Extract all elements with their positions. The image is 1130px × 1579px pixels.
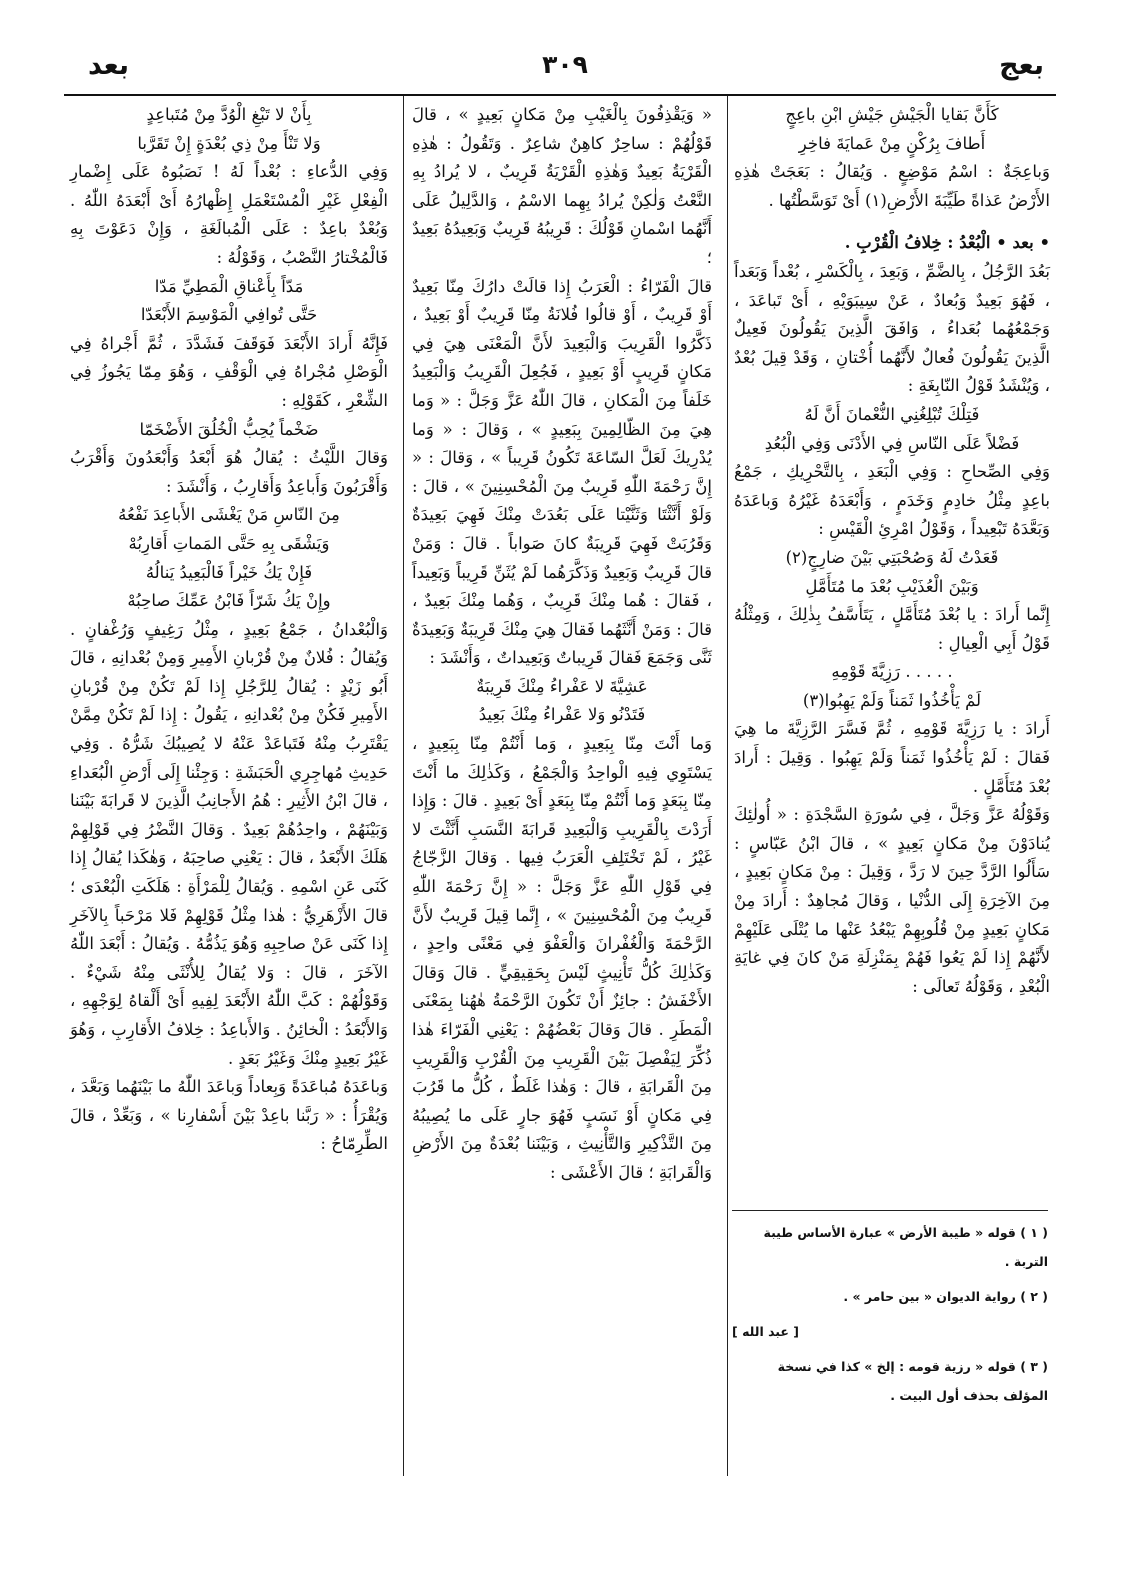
verse-line: وإِنْ يَكُ شَرّاً فَابْنُ عَمِّكَ صاحِبُهْ <box>127 591 331 611</box>
verse-line: وَلا تَنْأَ مِنْ ذِي بُعْدَةٍ إِنْ تَقَرَّبا <box>137 133 321 153</box>
verse-line: مَدّاً بِأَعْناقِ الْمَطِيِّ مَدّا <box>154 276 304 296</box>
verse-line: لَمْ يَأْخُذُوا ثَمَناً وَلَمْ يَهِبُوا(٣) <box>802 690 982 710</box>
paragraph: وَفِي الصِّحاحِ : وَفِي الْبَعَدِ ، بِالتَّحْرِيكِ ، جَمْعُ باعِدٍ مِثْلُ خادِمٍ وَخَدَمٍ ، وَأَبْعَدَهُ غَيْرُهُ وَباعَدَهُ وَبَعَّدَهُ تَبْعِيداً ، وَقَوْلُ امْرِئِ الْقَيْسِ : <box>734 462 1050 539</box>
paragraph: بَعُدَ الرَّجُلُ ، بِالضَّمِّ ، وَبَعِدَ ، بِالْكَسْرِ ، بُعْداً وَبَعَداً ، فَهُوَ بَعِيدٌ وَبُعادٌ ، عَنْ سِيبَوَيْهِ ، أَىْ تَباعَدَ ، وَجَمْعُهُما بُعَداءُ ، وَافَقَ الَّذِينَ يَقُولُونَ فَعِيلٌ الَّذِينَ يَقُولُونَ فُعالٌ لأَنَّهُما أُخْتانِ ، وَقَدْ قِيلَ بُعْدٌ ، وَيُنْشَدُ قَوْلُ النّابِغَةِ : <box>734 261 1050 396</box>
verse-line: وَيَشْقَى بِهِ حَتَّى المَماتِ أَقارِبُهْ <box>128 533 330 553</box>
header-root-word-right: بعج <box>999 50 1044 81</box>
verse-line: ضَخْماً يُحِبُّ الْخُلُقَ الأَضْخَمّا <box>139 419 319 439</box>
paragraph: وَقَوْلُهُ عَزَّ وَجَلَّ ، فِي سُورَةِ السَّجْدَةِ : « أُولٰئِكَ يُنادَوْنَ مِنْ مَكانٍ بَعِيدٍ » ، قالَ ابْنُ عَبّاسٍ : سَأَلُوا الرَّدَّ حِينَ لا رَدَّ ، وَقِيلَ : مِنْ مَكانٍ بَعِيدٍ ، مِنَ الآخِرَةِ إِلَى الدُّنْيا ، وَقالَ مُجاهِدٌ : أَرادَ مِنْ مَكانٍ بَعِيدٍ مِنْ قُلُوبِهِمْ يَبْعُدُ عَنْها ما يُتْلَى عَلَيْهِمْ لأَنَّهُمْ إِذا لَمْ يَعُوا فَهُمْ بِمَنْزِلَةِ مَنْ كانَ فِي غايَةِ الْبُعْدِ ، وَقَوْلُهُ تَعالَى : <box>734 805 1050 996</box>
footnote: ( ٢ ) رواية الديوان « بين حامر » . <box>843 1289 1048 1304</box>
verse-line: مِنَ النّاسِ مَنْ يَغْشَى الأَباعِدَ نَفْعُهُ <box>118 505 340 525</box>
paragraph: وَقالَ اللَّيْثُ : يُقالُ هُوَ أَبْعَدُ وَأَبْعَدُونَ وَأَقْرَبُ وَأَقْرَبُونَ وَأَباعِدُ وَأَقارِبُ ، وَأَنْشَدَ : <box>70 448 388 496</box>
verse-line: . . . . . رَزِيَّةَ قَوْمِهِ <box>831 662 953 682</box>
footnote: ( ٣ ) قوله « رزية قومه : إلخ » كذا في نسخة المؤلف بحذف أول البيت . <box>777 1359 1048 1403</box>
verse-line: قَعَدْتُ لَهُ وَصُحْبَتِي بَيْنَ ضارِجٍ(٢) <box>785 547 999 567</box>
paragraph: قالَ الْفَرّاءُ : الْعَرَبُ إِذا قالَتْ دارُكَ مِنّا بَعِيدٌ أَوْ قَرِيبٌ ، أَوْ قالُوا فُلانَةُ مِنّا قَرِيبٌ أَوْ بَعِيدٌ ، ذَكَّرُوا الْقَرِيبَ وَالْبَعِيدَ لأَنَّ الْمَعْنَى هِيَ فِي مَكانٍ قَرِيبٍ أَوْ بَعِيدٍ ، فَجُعِلَ الْقَرِيبُ وَالْبَعِيدُ خَلَفاً مِنَ الْمَكانِ ، قالَ اللّٰهُ عَزَّ وَجَلَّ : « وَما هِيَ مِنَ الظّالِمِينَ بِبَعِيدٍ » ، وَقالَ : « وَما يُدْرِيكَ لَعَلَّ السّاعَةَ تَكُونُ قَرِيباً » ، وَقالَ : « إِنَّ رَحْمَةَ اللّٰهِ قَرِيبٌ مِنَ الْمُحْسِنِينَ » ، قالَ : وَلَوْ أَنَّثْتَا وَثَنَّيْتا عَلَى بَعُدَتْ مِنْكَ فَهِيَ بَعِيدَةٌ وَقَرُبَتْ فَهِيَ قَرِيبَةٌ كانَ صَواباً . قالَ : وَمَنْ قالَ قَرِيبٌ وَبَعِيدٌ وَذَكَّرَهُما لَمْ يُثَنِّ قَرِيباً وَبَعِيداً ، فَقالَ : هُما مِنْكَ قَرِيبٌ ، وَهُما مِنْكَ بَعِيدٌ ، قالَ : وَمَنْ أَنَّثَهُما فَقالَ هِيَ مِنْكَ قَرِيبَةٌ وَبَعِيدَةٌ ثَنَّى وَجَمَعَ فَقالَ قَرِيباتٌ وَبَعِيداتٌ ، وَأَنْشَدَ : <box>412 276 712 668</box>
paragraph: « وَيَقْذِفُونَ بِالْغَيْبِ مِنْ مَكانٍ بَعِيدٍ » ، قالَ قَوْلُهُمْ : ساحِرٌ كاهِنٌ شاعِرٌ . وَتَقُولُ : هٰذِهِ الْقَرْيَةُ بَعِيدٌ وَهٰذِهِ الْقَرْيَةُ قَرِيبٌ ، لا يُرادُ بِهِ النَّعْتُ وَلٰكِنْ يُرادُ بِهِما الاسْمُ ، وَالدَّلِيلُ عَلَى أَنَّهُما اسْمانِ قَوْلُكَ : قَرِيبُهُ قَرِيبٌ وَبَعِيدُهُ بَعِيدٌ ؛ <box>412 105 712 267</box>
right-column <box>734 101 1050 1001</box>
paragraph: وَفِي الدُّعاءِ : بُعْداً لَهُ ! نَصَبُوهُ عَلَى إِضْمارِ الْفِعْلِ غَيْرِ الْمُسْتَعْمَلِ إِظْهارُهُ أَىْ أَبْعَدَهُ اللّٰهُ . وَبُعْدٌ باعِدٌ : عَلَى الْمُبالَغَةِ ، وَإِنْ دَعَوْتَ بِهِ فَالْمُخْتارُ النَّصْبُ ، وَقَوْلُهُ : <box>70 162 388 267</box>
verse-line: وَبَيْنَ الْعُذَيْبِ بُعْدَ ما مُتَأَمَّلِ <box>805 576 979 596</box>
verse-line: حَتَّى تُوافِي الْمَوْسِمَ الأَبْعَدّا <box>140 305 318 325</box>
left-column <box>70 101 388 1159</box>
column-divider-left <box>403 96 404 1476</box>
paragraph: وَباعِجَةٌ : اسْمُ مَوْضِعٍ . وَيُقالُ : بَعَجَتْ هٰذِهِ الأَرْضُ عَذاةً طَيِّبَةَ الأَرْضِ(١) أَىْ تَوَسَّطْتُها . <box>734 162 1050 210</box>
verse-line: فَتِلْكَ تُبْلِغُنِي النُّعْمانَ أَنَّ لَهُ <box>804 404 980 424</box>
paragraph: وَالْبُعْدانُ ، جَمْعُ بَعِيدٍ ، مِثْلُ رَغِيفٍ وَرُغْفانٍ . وَيُقالُ : فُلانٌ مِنْ قُرْبانِ الأَمِيرِ وَمِنْ بُعْدانِهِ ، قالَ أَبُو زَيْدٍ : يُقالُ لِلرَّجُلِ إِذا لَمْ تَكُنْ مِنْ قُرْبانِ الأَمِيرِ فَكُنْ مِنْ بُعْدانِهِ ، يَقُولُ : إِذا لَمْ تَكُنْ مِمَّنْ يَقْتَرِبُ مِنْهُ فَتَباعَدْ عَنْهُ لا يُصِيبُكَ شَرُّهُ . وَفِي حَدِيثِ مُهاجِرِي الْحَبَشَةِ : وَجِئْنا إِلَى أَرْضِ الْبُعَداءِ ، قالَ ابْنُ الأَثِيرِ : هُمُ الأَجانِبُ الَّذِينَ لا قَرابَةَ بَيْنَنا وَبَيْنَهُمْ ، واحِدُهُمْ بَعِيدٌ . وَقالَ النَّضْرُ فِي قَوْلِهِمْ هَلَكَ الأَبْعَدُ ، قالَ : يَعْنِي صاحِبَهُ ، وَهٰكَذا يُقالُ إِذا كَنَى عَنِ اسْمِهِ . وَيُقالُ لِلْمَرْأَةِ : هَلَكَتِ الْبُعْدَى ؛ قالَ الأَزْهَرِيُّ : هٰذا مِثْلُ قَوْلِهِمْ فَلا مَرْحَباً بِالآخَرِ إِذا كَنَى عَنْ صاحِبِهِ وَهُوَ يَذُمُّهُ . وَيُقالُ : أَبْعَدَ اللّٰهُ الآخَرَ ، قالَ : وَلا يُقالُ لِلأُنْثَى مِنْهُ شَيْءٌ . وَقَوْلُهُمْ : كَبَّ اللّٰهُ الأَبْعَدَ لِفِيهِ أَىْ أَلْقاهُ لِوَجْهِهِ ، وَالأَبْعَدُ : الْخائِنُ . وَالأَباعِدُ : خِلافُ الأَقارِبِ ، وَهُوَ غَيْرُ بَعِيدٍ مِنْكَ وَغَيْرُ بَعَدٍ . <box>70 619 388 1068</box>
verse-line: بِأَنْ لا تَبْغِ الْوُدَّ مِنْ مُتَباعِدٍ <box>146 105 312 124</box>
footnote-signature: [ عبد الله ] <box>732 1324 800 1339</box>
verse-line: أَطافَ بِرُكْنٍ مِنْ عَمايَةَ فاخِرِ <box>798 133 986 153</box>
verse-line: كَأَنَّ بَقايا الْجَيْشِ جَيْشِ ابْنِ باعِجٍ <box>785 105 999 124</box>
verse-line: فَإِنْ يَكُ خَيْراً فَالْبَعِيدُ يَنالُهُ <box>145 562 313 582</box>
verse-line: فَتَدْنُو وَلا عَفْراءُ مِنْكَ بَعِيدُ <box>478 705 646 725</box>
verse-line: فَضْلاً عَلَى النّاسِ فِي الأَدْنَى وَفِي الْبُعُدِ <box>764 433 1020 453</box>
entry-heading: • بعد • الْبُعْدُ : خِلافُ الْقُرْبِ . <box>844 233 1050 253</box>
paragraph: وَباعَدَهُ مُباعَدَةً وَبِعاداً وَباعَدَ اللّٰهُ ما بَيْنَهُما وَبَعَّدَ ، وَيُقْرَأُ : « رَبَّنا باعِدْ بَيْنَ أَسْفارِنا » ، وَبَعِّدْ ، قالَ الطِّرِمّاحُ : <box>70 1077 388 1154</box>
column-divider-right <box>727 96 728 1476</box>
header-root-word-left: بعد <box>88 50 129 81</box>
paragraph: فَإِنَّهُ أَرادَ الأَبْعَدَ فَوَقَفَ فَشَدَّدَ ، ثُمَّ أَجْراهُ فِي الْوَصْلِ مُجْراهُ فِي الْوَقْفِ ، وَهُوَ مِمّا يَجُوزُ فِي الشِّعْرِ ، كَقَوْلِهِ : <box>70 333 388 410</box>
middle-column <box>412 101 712 1188</box>
page-number: ٣٠٩ <box>542 50 588 79</box>
paragraph: أَرادَ : يا رَزِيَّةَ قَوْمِهِ ، ثُمَّ فَسَّرَ الرَّزِيَّةَ ما هِيَ فَقالَ : لَمْ يَأْخُذُوا ثَمَناً وَلَمْ يَهِبُوا . وَقِيلَ : أَرادَ بُعْدَ مُتَأَمَّلٍ . <box>734 719 1050 796</box>
footnote-rule <box>732 1210 1048 1211</box>
footnotes <box>732 1218 1048 1416</box>
paragraph: إِنَّما أَرادَ : يا بُعْدَ مُتَأَمَّلٍ ، يَتَأَسَّفُ بِذٰلِكَ ، وَمِثْلُهُ قَوْلُ أَبِي الْعِيالِ : <box>734 605 1050 653</box>
verse-line: عَشِيَّةَ لا عَفْراءُ مِنْكَ قَرِيبَةٌ <box>476 676 648 696</box>
paragraph: وَما أَنْتَ مِنّا بِبَعِيدٍ ، وَما أَنْتُمْ مِنّا بِبَعِيدٍ ، يَسْتَوِي فِيهِ الْواحِدُ وَالْجَمْعُ ، وَكَذٰلِكَ ما أَنْتَ مِنّا بِبَعَدٍ وَما أَنْتُمْ مِنّا بِبَعَدٍ أَىْ بَعِيدٍ . قالَ : وَإِذا أَرَدْتَ بِالْقَرِيبِ وَالْبَعِيدِ قَرابَةَ النَّسَبِ أَنَّثْتَ لا غَيْرُ ، لَمْ تَخْتَلِفِ الْعَرَبُ فِيها . وَقالَ الزَّجّاجُ فِي قَوْلِ اللّٰهِ عَزَّ وَجَلَّ : « إِنَّ رَحْمَةَ اللّٰهِ قَرِيبٌ مِنَ الْمُحْسِنِينَ » ، إِنَّما قِيلَ قَرِيبٌ لأَنَّ الرَّحْمَةَ وَالْغُفْرانَ وَالْعَفْوَ فِي مَعْنًى واحِدٍ ، وَكَذٰلِكَ كُلُّ تَأْنِيثٍ لَيْسَ بِحَقِيقِيٍّ . قالَ وَقالَ الأَخْفَشُ : جائِزٌ أَنْ تَكُونَ الرَّحْمَةُ هٰهُنا بِمَعْنَى الْمَطَرِ . قالَ وَقالَ بَعْضُهُمْ : يَعْنِي الْفَرّاءَ هٰذا ذُكِّرَ لِيَفْصِلَ بَيْنَ الْقَرِيبِ مِنَ الْقُرْبِ وَالْقَرِيبِ مِنَ الْقَرابَةِ ، قالَ : وَهٰذا غَلَطٌ ، كُلُّ ما قَرُبَ فِي مَكانٍ أَوْ نَسَبٍ فَهُوَ جارٍ عَلَى ما يُصِيبُهُ مِنَ التَّذْكِيرِ وَالتَّأْنِيثِ ، وَبَيْنَنا بُعْدَةٌ مِنَ الأَرْضِ وَالْقَرابَةِ ؛ قالَ الأَعْشَى : <box>412 734 712 1182</box>
header-rule <box>64 94 1056 96</box>
footnote: ( ١ ) قوله « طيبة الأرض » عبارة الأساس طيبة التربة . <box>763 1225 1048 1269</box>
